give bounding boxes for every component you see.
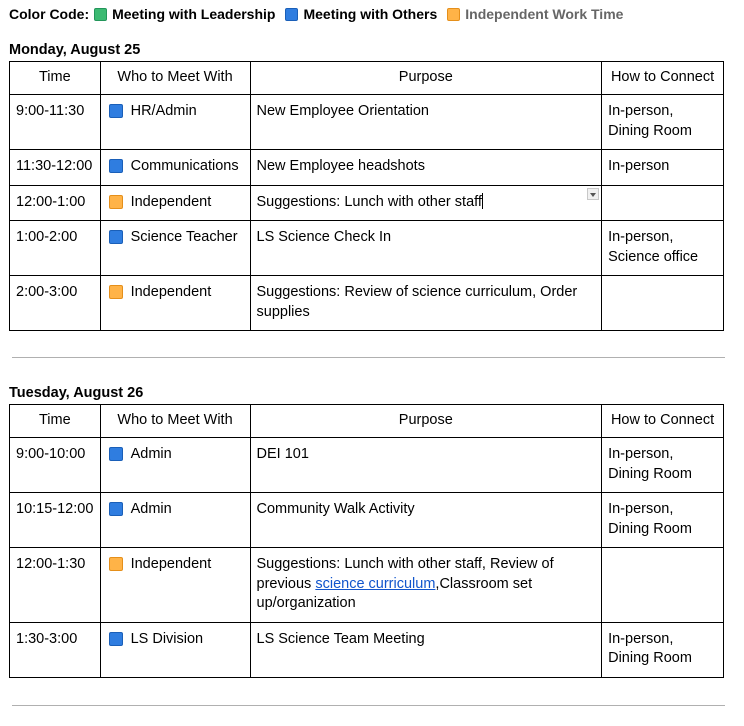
who-cell[interactable]	[100, 150, 250, 186]
orange-square-icon	[109, 557, 123, 571]
time-cell[interactable]: 9:00-11:30	[10, 95, 101, 150]
table-row	[10, 548, 724, 623]
table-row	[10, 276, 724, 331]
purpose-cell[interactable]: Community Walk Activity	[250, 493, 602, 548]
time-cell[interactable]: 12:00-1:30	[10, 548, 101, 623]
day-title-monday: Monday, August 25	[9, 42, 141, 58]
time-cell[interactable]: 9:00-10:00	[10, 438, 101, 493]
purpose-text: Suggestions: Lunch with other staff	[256, 193, 482, 210]
blue-square-icon	[109, 230, 123, 244]
who-cell[interactable]	[100, 548, 250, 623]
connect-cell[interactable]: In-person, Dining Room	[602, 493, 724, 548]
who-cell[interactable]	[100, 221, 250, 276]
time-cell[interactable]: 10:15-12:00	[10, 493, 101, 548]
dropdown-arrow-icon[interactable]	[587, 188, 599, 200]
who-label: LS Division	[130, 630, 204, 647]
connect-cell[interactable]: In-person, Dining Room	[602, 622, 724, 677]
time-cell[interactable]: 12:00-1:00	[10, 185, 101, 221]
who-cell[interactable]	[100, 276, 250, 331]
who-cell[interactable]	[100, 622, 250, 677]
orange-square-icon	[447, 8, 460, 21]
header-connect[interactable]: How to Connect	[602, 405, 724, 438]
table-row	[10, 438, 724, 493]
purpose-cell[interactable]: LS Science Check In	[250, 221, 602, 276]
day-title-tuesday: Tuesday, August 26	[9, 385, 144, 401]
header-time[interactable]: Time	[10, 62, 101, 95]
color-code-legend	[9, 5, 628, 23]
table-row	[10, 221, 724, 276]
green-square-icon	[94, 8, 107, 21]
header-time[interactable]: Time	[10, 405, 101, 438]
legend-leadership: Meeting with Leadership	[112, 6, 276, 22]
orange-square-icon	[109, 285, 123, 299]
legend-others: Meeting with Others	[303, 6, 438, 22]
header-connect[interactable]: How to Connect	[602, 62, 724, 95]
header-who[interactable]: Who to Meet With	[100, 62, 250, 95]
purpose-cell[interactable]: New Employee Orientation	[250, 95, 602, 150]
who-label: Admin	[130, 446, 172, 462]
connect-cell[interactable]: In-person, Dining Room	[602, 95, 724, 150]
table-row	[10, 95, 724, 150]
who-label: Independent	[130, 284, 212, 300]
time-cell[interactable]: 2:00-3:00	[10, 276, 101, 331]
purpose-cell-active[interactable]	[250, 185, 602, 221]
who-label: Science Teacher	[130, 229, 238, 245]
table-row	[10, 493, 724, 548]
purpose-cell[interactable]: LS Science Team Meeting	[250, 622, 602, 677]
who-label: HR/Admin	[130, 103, 197, 119]
purpose-text-before: Suggestions: Lunch with other staff, Review of previous	[256, 556, 554, 592]
connect-cell[interactable]: In-person	[602, 150, 724, 186]
blue-square-icon	[109, 632, 123, 646]
who-label: Communications	[130, 158, 239, 174]
header-who[interactable]: Who to Meet With	[100, 405, 250, 438]
table-row	[10, 622, 724, 677]
header-purpose[interactable]: Purpose	[250, 405, 602, 438]
table-header-row	[10, 405, 724, 438]
horizontal-rule	[12, 357, 725, 358]
time-cell[interactable]: 1:30-3:00	[10, 622, 101, 677]
purpose-cell[interactable]: New Employee headshots	[250, 150, 602, 186]
who-label: Admin	[130, 501, 172, 517]
who-cell[interactable]	[100, 438, 250, 493]
connect-cell[interactable]: In-person, Science office	[602, 221, 724, 276]
blue-square-icon	[109, 104, 123, 118]
connect-cell[interactable]	[602, 185, 724, 221]
purpose-cell[interactable]	[250, 548, 602, 623]
blue-square-icon	[109, 159, 123, 173]
table-row	[10, 185, 724, 221]
blue-square-icon	[109, 447, 123, 461]
purpose-cell[interactable]: Suggestions: Review of science curriculum, Order supplies	[250, 276, 602, 331]
horizontal-rule	[12, 705, 725, 706]
connect-cell[interactable]	[602, 548, 724, 623]
connect-cell[interactable]	[602, 276, 724, 331]
time-cell[interactable]: 11:30-12:00	[10, 150, 101, 186]
science-curriculum-link[interactable]: science curriculum	[315, 575, 436, 592]
table-header-row	[10, 62, 724, 95]
schedule-table-tuesday	[9, 404, 724, 678]
who-label: Independent	[130, 193, 212, 210]
blue-square-icon	[285, 8, 298, 21]
who-cell[interactable]	[100, 493, 250, 548]
time-cell[interactable]: 1:00-2:00	[10, 221, 101, 276]
table-row	[10, 150, 724, 186]
legend-independent: Independent Work Time	[465, 6, 624, 22]
header-purpose[interactable]: Purpose	[250, 62, 602, 95]
blue-square-icon	[109, 502, 123, 516]
schedule-table-monday	[9, 61, 724, 331]
connect-cell[interactable]: In-person, Dining Room	[602, 438, 724, 493]
orange-square-icon	[109, 195, 123, 209]
purpose-cell[interactable]: DEI 101	[250, 438, 602, 493]
who-label: Independent	[130, 556, 212, 572]
legend-label: Color Code:	[9, 6, 90, 22]
who-cell[interactable]	[100, 95, 250, 150]
purpose-text-after: ,Classroom set up/organization	[256, 575, 533, 611]
text-cursor	[482, 193, 483, 209]
who-cell[interactable]	[100, 185, 250, 221]
